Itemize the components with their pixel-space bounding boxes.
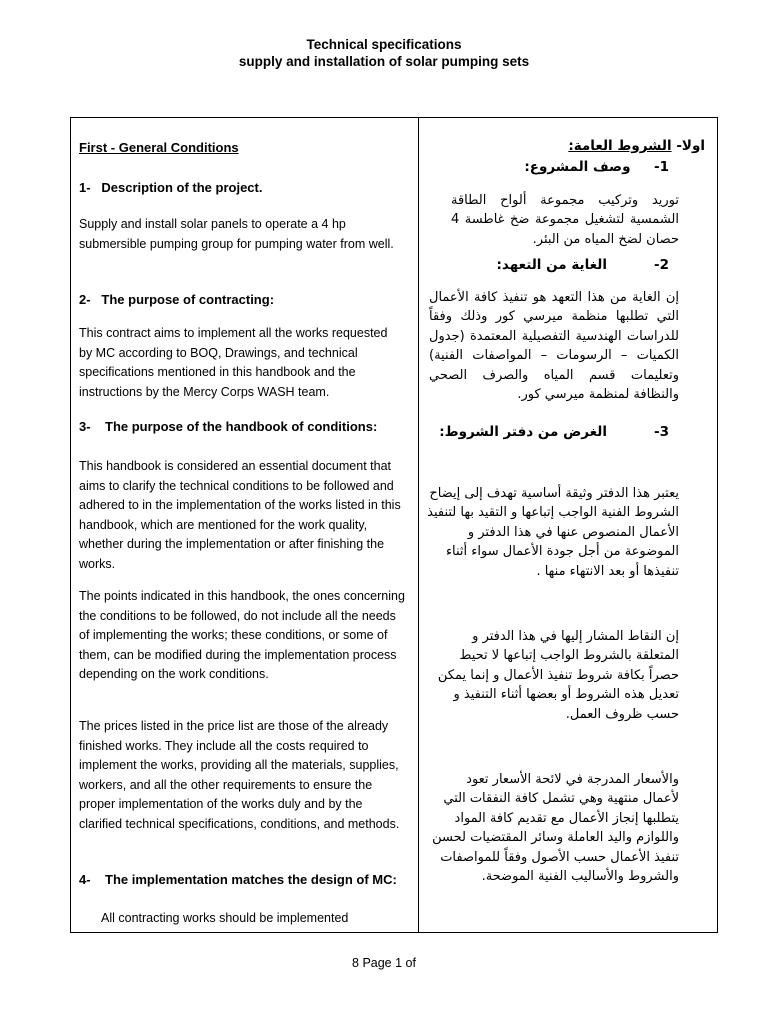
paragraph-1-en: Supply and install solar panels to operate a 4 hp submersible pumping group for pumping water from well. xyxy=(79,217,394,251)
document-title xyxy=(0,36,768,70)
section-title-en: First - General Conditions xyxy=(79,140,239,155)
heading-4-text: The implementation matches the design of MC: xyxy=(105,872,397,887)
section-title-ar xyxy=(568,137,705,156)
heading-3-text: The purpose of the handbook of conditions: xyxy=(105,419,378,434)
page-footer: 8 Page 1 of xyxy=(352,956,416,970)
heading-1-ar: 1- وصف المشروع: xyxy=(524,159,669,175)
paragraph-5-ar: والأسعار المدرجة في لائحة الأسعار تعود لأعمال منتهية وهي تشمل كافة النفقات التي يتطلبها إنجاز الأعمال مع تقديم كافة المواد واللوازم واليد العاملة وسائر المقتضيات لحسن تنفيذ الأعمال حسب الأصول وفقاً للمواصفات والشروط والأساليب الفنية الموضحة. xyxy=(432,772,679,885)
title-line-2: supply and installation of solar pumping sets xyxy=(238,54,530,69)
paragraph-3-en: This handbook is considered an essential document that aims to clarify the technical conditions to be followed and adhered to in the implementation of the works listed in this handbook, which are mentioned for the work quality, whether during the implementation or after finishing the works. xyxy=(79,459,401,571)
heading-2-ar: 2- الغاية من التعهد: xyxy=(496,257,669,273)
paragraph-2-en: This contract aims to implement all the works requested by MC according to BOQ, Drawings, and technical specifications mentioned in this handbook and the instructions by the Mercy Corps WASH team. xyxy=(79,326,388,399)
english-column xyxy=(79,118,411,932)
heading-1-num: 1- xyxy=(79,180,91,195)
title-line-1: Technical specifications xyxy=(306,37,462,52)
arabic-column xyxy=(427,118,705,932)
heading-2-num: 2- xyxy=(79,292,91,307)
bilingual-table xyxy=(70,117,718,933)
paragraph-5-en: The prices listed in the price list are those of the already finished works. They include all the costs required to implement the works, providing all the materials, supplies, workers, and all the other requirements to ensure the proper implementation of the works duly and by the clarified technical specifications, conditions, and methods. xyxy=(79,719,400,831)
paragraph-4-en: The points indicated in this handbook, the ones concerning the conditions to be followed, do not include all the needs of implementing the works; these conditions, or some of them, can be modified during the implementation process depending on the work conditions. xyxy=(79,589,405,682)
heading-3-en xyxy=(79,417,377,437)
heading-3-ar: 3- الغرض من دفتر الشروط: xyxy=(439,424,669,440)
heading-1-en xyxy=(79,178,262,198)
heading-4-en xyxy=(79,870,397,890)
heading-4-num: 4- xyxy=(79,872,91,887)
section-title-ar-text: الشروط العامة: xyxy=(568,138,672,154)
heading-3-num: 3- xyxy=(79,419,91,434)
paragraph-6-en: All contracting works should be implemented xyxy=(101,911,349,925)
paragraph-1-ar: توريد وتركيب مجموعة ألواح الطاقة الشمسية لتشغيل مجموعة ضخ غاطسة 4 حصان لضخ المياه من البئر. xyxy=(451,193,679,247)
section-title-ar-prefix: اولا- xyxy=(676,138,705,154)
paragraph-4-ar: إن النقاط المشار إليها في هذا الدفتر و المتعلقة بالشروط الواجب إتباعها لا تحيط حصراً بكافة شروط تنفيذ الأعمال و إنما يمكن تعديل هذه الشروط أو بعضها أثناء التنفيذ و حسب ظروف العمل. xyxy=(437,629,679,722)
column-divider xyxy=(418,118,419,932)
paragraph-2-ar: إن الغاية من هذا التعهد هو تنفيذ كافة الأعمال التي تطلبها منظمة ميرسي كور وذلك وفقاً للدراسات الهندسية التفصيلية المعتمدة (جدول الكميات – الرسومات – المواصفات الفنية) وتعليمات قسم المياه والصرف الصحي والنظافة لمنظمة ميرسي كور. xyxy=(429,290,679,403)
heading-1-text: Description of the project. xyxy=(101,180,263,195)
paragraph-3-ar: يعتبر هذا الدفتر وثيقة أساسية تهدف إلى إيضاح الشروط الفنية الواجب إتباعها و التقيد بها لتنفيذ الأعمال المنصوص عنها في هذا الدفتر و الموضوعة من أجل جودة الأعمال سواء أثناء تنفيذها أو بعد الانتهاء منها . xyxy=(427,486,679,579)
heading-2-en xyxy=(79,290,274,310)
heading-2-text: The purpose of contracting: xyxy=(101,292,275,307)
